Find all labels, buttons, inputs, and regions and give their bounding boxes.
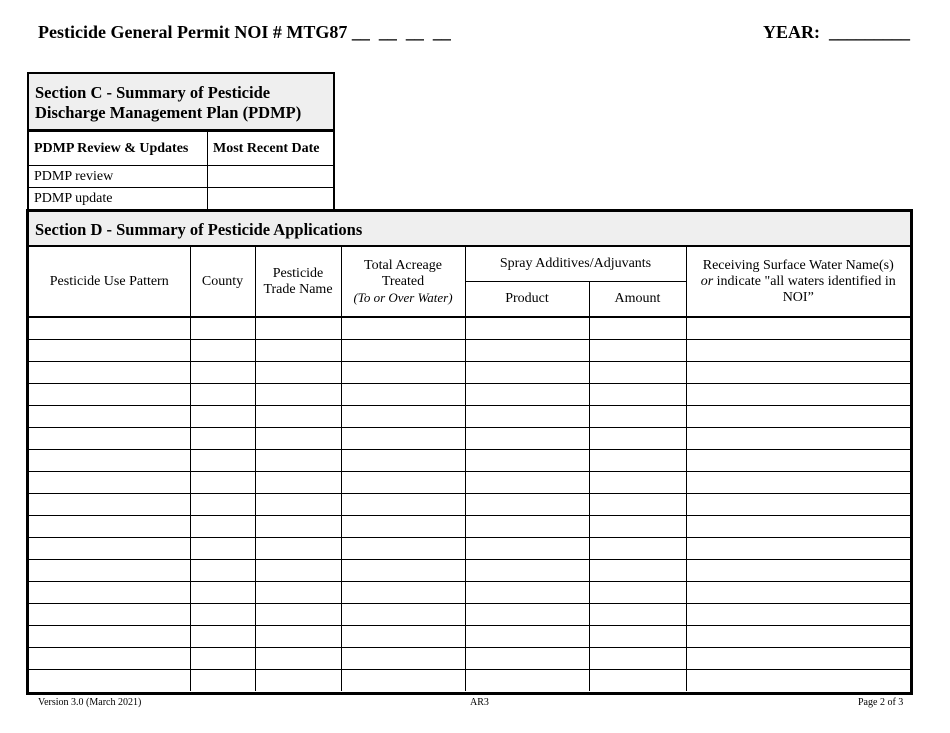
use-pattern-cell[interactable] — [29, 384, 190, 406]
product-cell[interactable] — [465, 450, 589, 472]
county-cell[interactable] — [190, 582, 255, 604]
county-header: County — [190, 247, 255, 318]
county-cell[interactable] — [190, 670, 255, 692]
acreage-cell[interactable] — [341, 384, 465, 406]
use-pattern-cell[interactable] — [29, 560, 190, 582]
table-row — [29, 648, 910, 670]
county-cell[interactable] — [190, 317, 255, 340]
trade-name-cell[interactable] — [255, 670, 341, 692]
table-row — [29, 670, 910, 692]
amount-cell[interactable] — [589, 317, 686, 340]
use-pattern-cell[interactable] — [29, 582, 190, 604]
acreage-cell[interactable] — [341, 582, 465, 604]
acreage-cell[interactable] — [341, 494, 465, 516]
amount-cell[interactable] — [589, 604, 686, 626]
trade-name-cell[interactable] — [255, 516, 341, 538]
receiving-water-cell[interactable] — [686, 428, 910, 450]
table-row — [29, 538, 910, 560]
table-row — [29, 362, 910, 384]
amount-cell[interactable] — [589, 362, 686, 384]
use-pattern-cell[interactable] — [29, 340, 190, 362]
amount-cell[interactable] — [589, 450, 686, 472]
pdmp-col-header: PDMP Review & Updates — [29, 132, 208, 166]
table-row — [29, 582, 910, 604]
receiving-water-cell[interactable] — [686, 384, 910, 406]
page-number: Page 2 of 3 — [858, 697, 904, 708]
receiving-water-cell[interactable] — [686, 317, 910, 340]
county-cell[interactable] — [190, 516, 255, 538]
acreage-header — [341, 247, 465, 318]
amount-cell[interactable] — [589, 670, 686, 692]
section-c-title: Section C - Summary of Pesticide Discharge Management Plan (PDMP) — [29, 74, 333, 131]
table-row — [29, 406, 910, 428]
use-pattern-cell[interactable] — [29, 516, 190, 538]
amount-cell[interactable] — [589, 582, 686, 604]
trade-name-cell[interactable] — [255, 604, 341, 626]
product-cell[interactable] — [465, 340, 589, 362]
applications-table — [29, 246, 910, 691]
receiving-water-cell[interactable] — [686, 450, 910, 472]
form-code: AR3 — [470, 697, 489, 708]
acreage-cell[interactable] — [341, 648, 465, 670]
trade-name-cell[interactable] — [255, 538, 341, 560]
pdmp-table — [29, 131, 333, 209]
product-cell[interactable] — [465, 648, 589, 670]
receiving-water-cell[interactable] — [686, 604, 910, 626]
product-cell[interactable] — [465, 428, 589, 450]
use-pattern-cell[interactable] — [29, 472, 190, 494]
receiving-water-cell[interactable] — [686, 670, 910, 692]
trade-name-cell[interactable] — [255, 560, 341, 582]
amount-cell[interactable] — [589, 472, 686, 494]
county-cell[interactable] — [190, 494, 255, 516]
trade-name-cell[interactable] — [255, 494, 341, 516]
receiving-water-cell[interactable] — [686, 648, 910, 670]
acreage-cell[interactable] — [341, 626, 465, 648]
trade-name-cell[interactable] — [255, 582, 341, 604]
trade-name-cell[interactable] — [255, 472, 341, 494]
table-row — [29, 560, 910, 582]
county-cell[interactable] — [190, 560, 255, 582]
county-cell[interactable] — [190, 450, 255, 472]
county-cell[interactable] — [190, 648, 255, 670]
county-cell[interactable] — [190, 626, 255, 648]
county-cell[interactable] — [190, 604, 255, 626]
product-cell[interactable] — [465, 317, 589, 340]
amount-cell[interactable] — [589, 384, 686, 406]
table-row — [29, 604, 910, 626]
amount-header: Amount — [589, 282, 686, 318]
use-pattern-cell[interactable] — [29, 648, 190, 670]
trade-name-header: Pesticide Trade Name — [255, 247, 341, 318]
trade-name-cell[interactable] — [255, 428, 341, 450]
pdmp-review-label: PDMP review — [29, 166, 208, 188]
use-pattern-cell[interactable] — [29, 317, 190, 340]
year-field[interactable]: YEAR: _________ — [763, 22, 910, 42]
section-c — [27, 72, 335, 211]
receiving-water-cell[interactable] — [686, 626, 910, 648]
product-cell[interactable] — [465, 406, 589, 428]
receiving-water-cell[interactable] — [686, 560, 910, 582]
receiving-water-cell[interactable] — [686, 406, 910, 428]
acreage-cell[interactable] — [341, 604, 465, 626]
receiving-water-cell[interactable] — [686, 538, 910, 560]
product-cell[interactable] — [465, 560, 589, 582]
acreage-cell[interactable] — [341, 516, 465, 538]
use-pattern-cell[interactable] — [29, 604, 190, 626]
county-cell[interactable] — [190, 472, 255, 494]
use-pattern-cell[interactable] — [29, 670, 190, 692]
acreage-cell[interactable] — [341, 538, 465, 560]
product-header: Product — [465, 282, 589, 318]
pdmp-update-date-cell[interactable] — [208, 188, 334, 210]
table-row — [29, 340, 910, 362]
county-cell[interactable] — [190, 384, 255, 406]
use-pattern-cell[interactable] — [29, 494, 190, 516]
trade-name-cell[interactable] — [255, 317, 341, 340]
amount-cell[interactable] — [589, 406, 686, 428]
trade-name-cell[interactable] — [255, 648, 341, 670]
trade-name-cell[interactable] — [255, 384, 341, 406]
county-cell[interactable] — [190, 428, 255, 450]
acreage-header-note: (To or Over Water) — [353, 289, 453, 305]
receiving-water-cell[interactable] — [686, 340, 910, 362]
use-pattern-cell[interactable] — [29, 406, 190, 428]
amount-cell[interactable] — [589, 648, 686, 670]
product-cell[interactable] — [465, 362, 589, 384]
amount-cell[interactable] — [589, 560, 686, 582]
receiving-water-or: or — [700, 273, 714, 289]
table-row — [29, 384, 910, 406]
section-d — [26, 209, 913, 695]
spray-additives-header: Spray Additives/Adjuvants — [465, 247, 686, 282]
pdmp-update-label: PDMP update — [29, 188, 208, 210]
amount-cell[interactable] — [589, 428, 686, 450]
product-cell[interactable] — [465, 538, 589, 560]
product-cell[interactable] — [465, 604, 589, 626]
use-pattern-cell[interactable] — [29, 626, 190, 648]
trade-name-cell[interactable] — [255, 362, 341, 384]
receiving-water-cell[interactable] — [686, 516, 910, 538]
county-cell[interactable] — [190, 340, 255, 362]
trade-name-cell[interactable] — [255, 626, 341, 648]
acreage-cell[interactable] — [341, 428, 465, 450]
acreage-cell[interactable] — [341, 362, 465, 384]
acreage-header-label: Total Acreage Treated — [364, 257, 442, 289]
receiving-water-cell[interactable] — [686, 362, 910, 384]
acreage-cell[interactable] — [341, 340, 465, 362]
receiving-water-cell[interactable] — [686, 472, 910, 494]
product-cell[interactable] — [465, 384, 589, 406]
product-cell[interactable] — [465, 626, 589, 648]
table-row — [29, 317, 910, 340]
product-cell[interactable] — [465, 582, 589, 604]
acreage-cell[interactable] — [341, 317, 465, 340]
receiving-water-cell[interactable] — [686, 494, 910, 516]
permit-noi-title: Pesticide General Permit NOI # MTG87 __ __ __ __ — [38, 22, 451, 42]
amount-cell[interactable] — [589, 538, 686, 560]
product-cell[interactable] — [465, 472, 589, 494]
use-pattern-cell[interactable] — [29, 362, 190, 384]
table-row — [29, 494, 910, 516]
recent-date-col-header: Most Recent Date — [208, 132, 334, 166]
receiving-water-line1: Receiving Surface Water Name(s) — [702, 257, 894, 273]
product-cell[interactable] — [465, 494, 589, 516]
section-d-title: Section D - Summary of Pesticide Applications — [29, 212, 910, 246]
county-cell[interactable] — [190, 406, 255, 428]
version-label: Version 3.0 (March 2021) — [38, 697, 142, 708]
acreage-cell[interactable] — [341, 472, 465, 494]
trade-name-cell[interactable] — [255, 450, 341, 472]
receiving-water-cell[interactable] — [686, 582, 910, 604]
use-pattern-header: Pesticide Use Pattern — [29, 247, 190, 318]
acreage-cell[interactable] — [341, 560, 465, 582]
table-row — [29, 472, 910, 494]
county-cell[interactable] — [190, 362, 255, 384]
table-row — [29, 428, 910, 450]
amount-cell[interactable] — [589, 340, 686, 362]
county-cell[interactable] — [190, 538, 255, 560]
use-pattern-cell[interactable] — [29, 450, 190, 472]
trade-name-cell[interactable] — [255, 340, 341, 362]
amount-cell[interactable] — [589, 494, 686, 516]
use-pattern-cell[interactable] — [29, 538, 190, 560]
acreage-cell[interactable] — [341, 450, 465, 472]
amount-cell[interactable] — [589, 516, 686, 538]
use-pattern-cell[interactable] — [29, 428, 190, 450]
trade-name-cell[interactable] — [255, 406, 341, 428]
applications-body — [29, 317, 910, 691]
receiving-water-header — [686, 247, 910, 318]
product-cell[interactable] — [465, 516, 589, 538]
table-row — [29, 450, 910, 472]
receiving-water-line2: indicate "all waters identified in NOI” — [713, 273, 896, 305]
acreage-cell[interactable] — [341, 406, 465, 428]
pdmp-review-date-cell[interactable] — [208, 166, 334, 188]
acreage-cell[interactable] — [341, 670, 465, 692]
amount-cell[interactable] — [589, 626, 686, 648]
table-row — [29, 626, 910, 648]
table-row — [29, 516, 910, 538]
product-cell[interactable] — [465, 670, 589, 692]
